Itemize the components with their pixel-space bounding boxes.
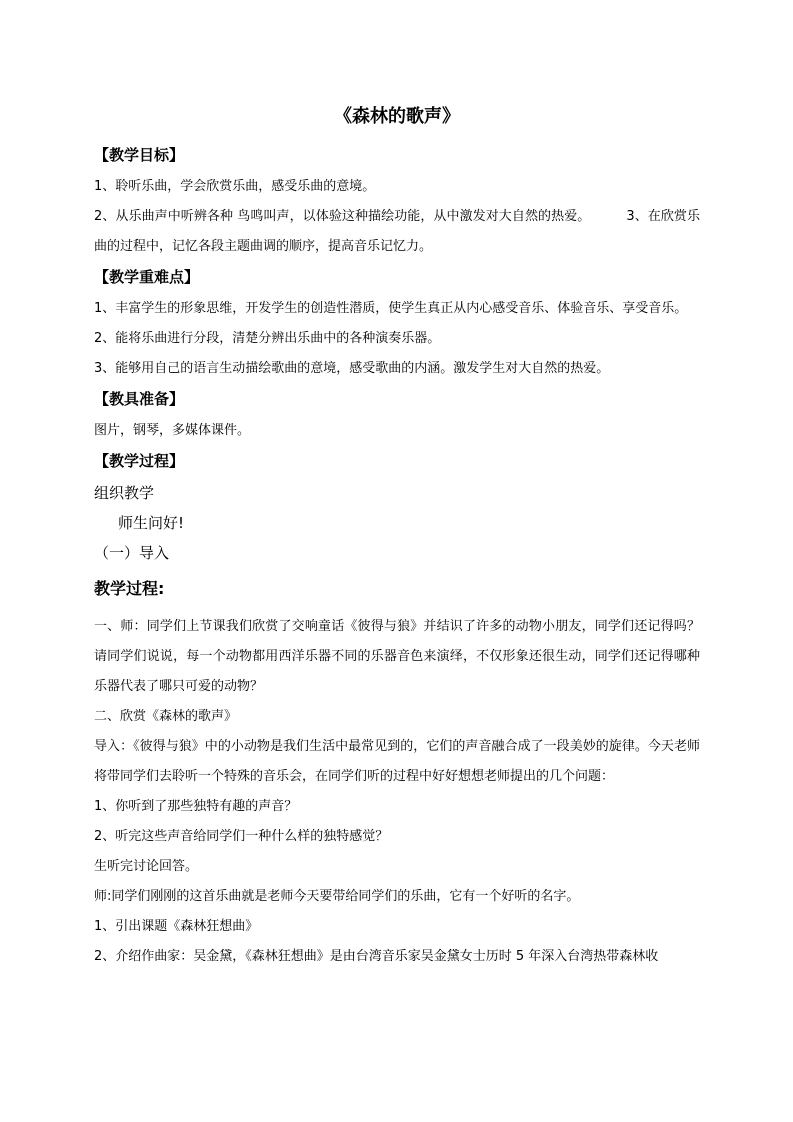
process-organize: 组织教学 <box>94 484 155 502</box>
goals-item-3: 3、在欣赏乐曲的过程中，记忆各段主题曲调的顺序，提高音乐记忆力。 <box>94 209 700 254</box>
key-points-heading: 【教学重难点】 <box>94 268 200 286</box>
key-points-item-3: 3、能够用自己的语言生动描绘歌曲的意境，感受歌曲的内涵。激发学生对大自然的热爱。 <box>94 361 610 376</box>
goals-item-1: 1、聆听乐曲，学会欣赏乐曲，感受乐曲的意境。 <box>94 179 376 194</box>
body-paragraph-8: 1、引出课题《森林狂想曲》 <box>94 919 259 934</box>
process-title: 教学过程: <box>94 579 165 598</box>
key-points-item-2: 2、能将乐曲进行分段，清楚分辨出乐曲中的各种演奏乐器。 <box>94 331 441 346</box>
body-paragraph-3: 导入：《彼得与狼》中的小动物是我们生活中最常见到的，它们的声音融合成了一段美妙的旋律。今天老师将带同学们去聆听一个特殊的音乐会，在同学们听的过程中好好想想老师提出的几个问题： <box>94 739 700 784</box>
process-intro: （一）导入 <box>94 544 170 562</box>
materials-text: 图片，钢琴，多媒体课件。 <box>94 423 251 438</box>
process-heading: 【教学过程】 <box>94 452 185 470</box>
body-paragraph-6: 生听完讨论回答。 <box>94 859 199 874</box>
key-points-item-1: 1、丰富学生的形象思维，开发学生的创造性潜质，使学生真正从内心感受音乐、体验音乐、享受音乐。 <box>94 301 688 316</box>
document-title: 《森林的歌声》 <box>334 106 460 127</box>
body-paragraph-1: 一、师：同学们上节课我们欣赏了交响童话《彼得与狼》并结识了许多的动物小朋友，同学们还记得吗？请同学们说说，每一个动物都用西洋乐器不同的乐器音色来演绎，不仅形象还很生动，同学们还记得哪种乐器代表了哪只可爱的动物？ <box>94 619 700 694</box>
body-paragraph-5: 2、听完这些声音给同学们一种什么样的独特感觉？ <box>94 829 389 844</box>
goals-item-2: 2、从乐曲声中听辨各种 鸟鸣叫声，以体验这种描绘功能，从中激发对大自然的热爱。 <box>94 209 591 224</box>
body-paragraph-2: 二、欣赏《森林的歌声》 <box>94 709 238 724</box>
body-paragraph-7: 师:同学们刚刚的这首乐曲就是老师今天要带给同学们的乐曲，它有一个好听的名字。 <box>94 889 580 904</box>
goals-item-2-3 <box>94 202 700 262</box>
goals-heading: 【教学目标】 <box>94 146 185 164</box>
materials-heading: 【教具准备】 <box>94 390 185 408</box>
body-paragraph-9: 2、介绍作曲家：吴金黛，《森林狂想曲》是由台湾音乐家吴金黛女士历时 5 年深入台湾热带森林收 <box>94 949 659 964</box>
process-greeting: 师生问好! <box>118 514 185 532</box>
body-paragraph-4: 1、你听到了那些独特有趣的声音？ <box>94 799 298 814</box>
